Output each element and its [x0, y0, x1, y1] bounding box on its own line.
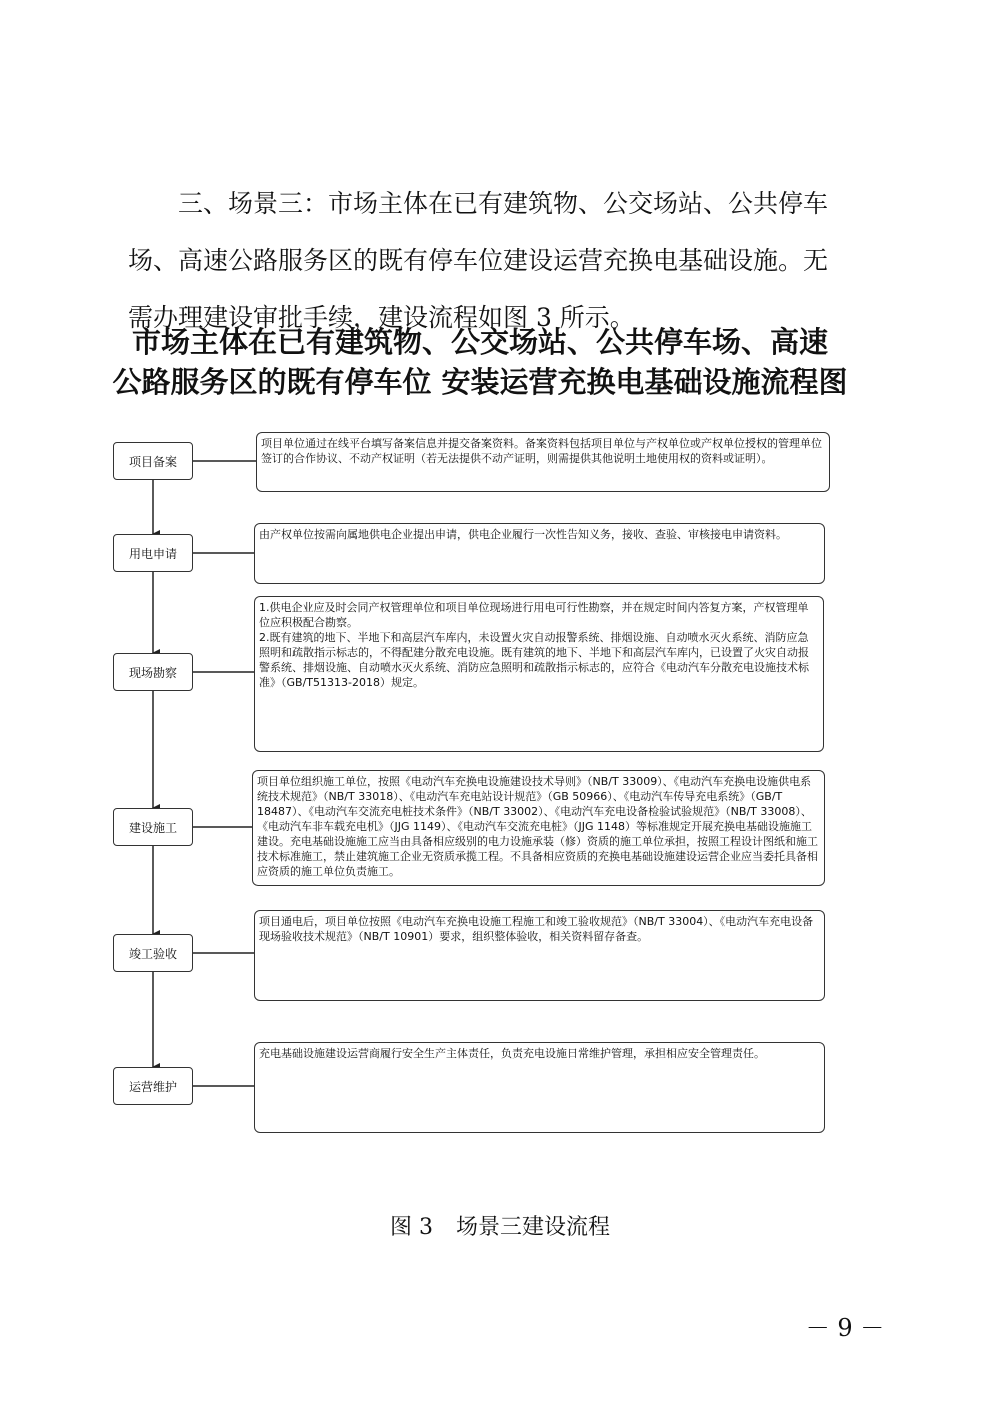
- page-number: － 9 －: [805, 1314, 885, 1342]
- connector-lines: [193, 461, 256, 1086]
- flowchart-title-line-1: 市场主体在已有建筑物、公交场站、公共停车场、高速: [131, 325, 828, 359]
- intro-line-2: 场、高速公路服务区的既有停车位建设运营充换电基础设施。无: [128, 246, 829, 275]
- step-power-application: 用电申请: [113, 534, 193, 572]
- desc-operation-maintenance: [254, 1042, 825, 1133]
- intro-line-1: 三、场景三：市场主体在已有建筑物、公交场站、公共停车: [178, 189, 829, 218]
- desc-power-application: [254, 523, 825, 584]
- step-construction: 建设施工: [113, 808, 193, 846]
- desc-text: 充电基础设施建设运营商履行安全生产主体责任，负责充电设施日常维护管理，承担相应安全管理责任。: [259, 1047, 765, 1060]
- figure-caption: [0, 1210, 1000, 1241]
- desc-text-2: 2.既有建筑的地下、半地下和高层汽车库内，未设置火灾自动报警系统、排烟设施、自动喷水灭火系统、消防应急照明和疏散指示标志的，不得配建分散充电设施。既有建筑的地下、半地下和高层汽车库内，已设置了火灾自动报警系统、排烟设施、自动喷水灭火系统、消防应急照明和疏散指示标志的，应符合《电动汽车分散充电设施技术标准》（GB/T51313-2018）规定。: [259, 631, 809, 689]
- desc-text: 由产权单位按需向属地供电企业提出申请，供电企业履行一次性告知义务，接收、查验、审核接电申请资料。: [259, 528, 787, 541]
- desc-site-survey: [254, 596, 824, 752]
- desc-completion-acceptance: [254, 910, 825, 1001]
- desc-construction: [252, 770, 825, 886]
- step-operation-maintenance: 运营维护: [113, 1067, 193, 1105]
- step-project-filing: 项目备案: [113, 442, 193, 480]
- desc-text: 项目通电后，项目单位按照《电动汽车充换电设施工程施工和竣工验收规范》（NB/T 33004）、《电动汽车充电设备现场验收技术规范》（NB/T 10901）要求，组织整体验收，相关资料留存备查。: [259, 915, 814, 943]
- step-site-survey: 现场勘察: [113, 653, 193, 691]
- step-completion-acceptance: 竣工验收: [113, 934, 193, 972]
- intro-line-3: 需办理建设审批手续，建设流程如图 3 所示。: [128, 303, 635, 332]
- figure-caption-text: 场景三建设流程: [455, 1215, 610, 1240]
- desc-text: 项目单位组织施工单位，按照《电动汽车充换电设施建设技术导则》（NB/T 33009）、《电动汽车充换电设施供电系统技术规范》（NB/T 33018）、《电动汽车充电站设计规范》（GB 50966）、《电动汽车传导充电系统》（GB/T 18487）、《电动汽车交流充电桩技术条件》（NB/T 33002）、《电动汽车充电设备检验试验规范》（NB/T 33008）、《电动汽车非车载充电机》（JJG 1149）、《电动汽车交流充电桩》（JJG 1148）等标准规定开展充换电基础设施施工建设。充电基础设施施工应当由具备相应级别的电力设施承装（修）资质的施工单位承担，按照工程设计图纸和施工技术标准施工，禁止建筑施工企业无资质承揽工程。不具备相应资质的充换电基础设施建设运营企业应当委托具备相应资质的施工单位负责施工。: [257, 775, 818, 878]
- desc-text: 项目单位通过在线平台填写备案信息并提交备案资料。备案资料包括项目单位与产权单位或产权单位授权的管理单位签订的合作协议、不动产权证明（若无法提供不动产证明，则需提供其他说明土地使用权的资料或证明）。: [261, 437, 822, 465]
- figure-number: 图 3: [389, 1215, 433, 1240]
- flowchart-title-line-2: 公路服务区的既有停车位 安装运营充换电基础设施流程图: [112, 365, 848, 399]
- desc-text-1: 1.供电企业应及时会同产权管理单位和项目单位现场进行用电可行性勘察，并在规定时间内答复方案，产权管理单位应积极配合勘察。: [259, 601, 809, 629]
- desc-project-filing: [256, 432, 830, 492]
